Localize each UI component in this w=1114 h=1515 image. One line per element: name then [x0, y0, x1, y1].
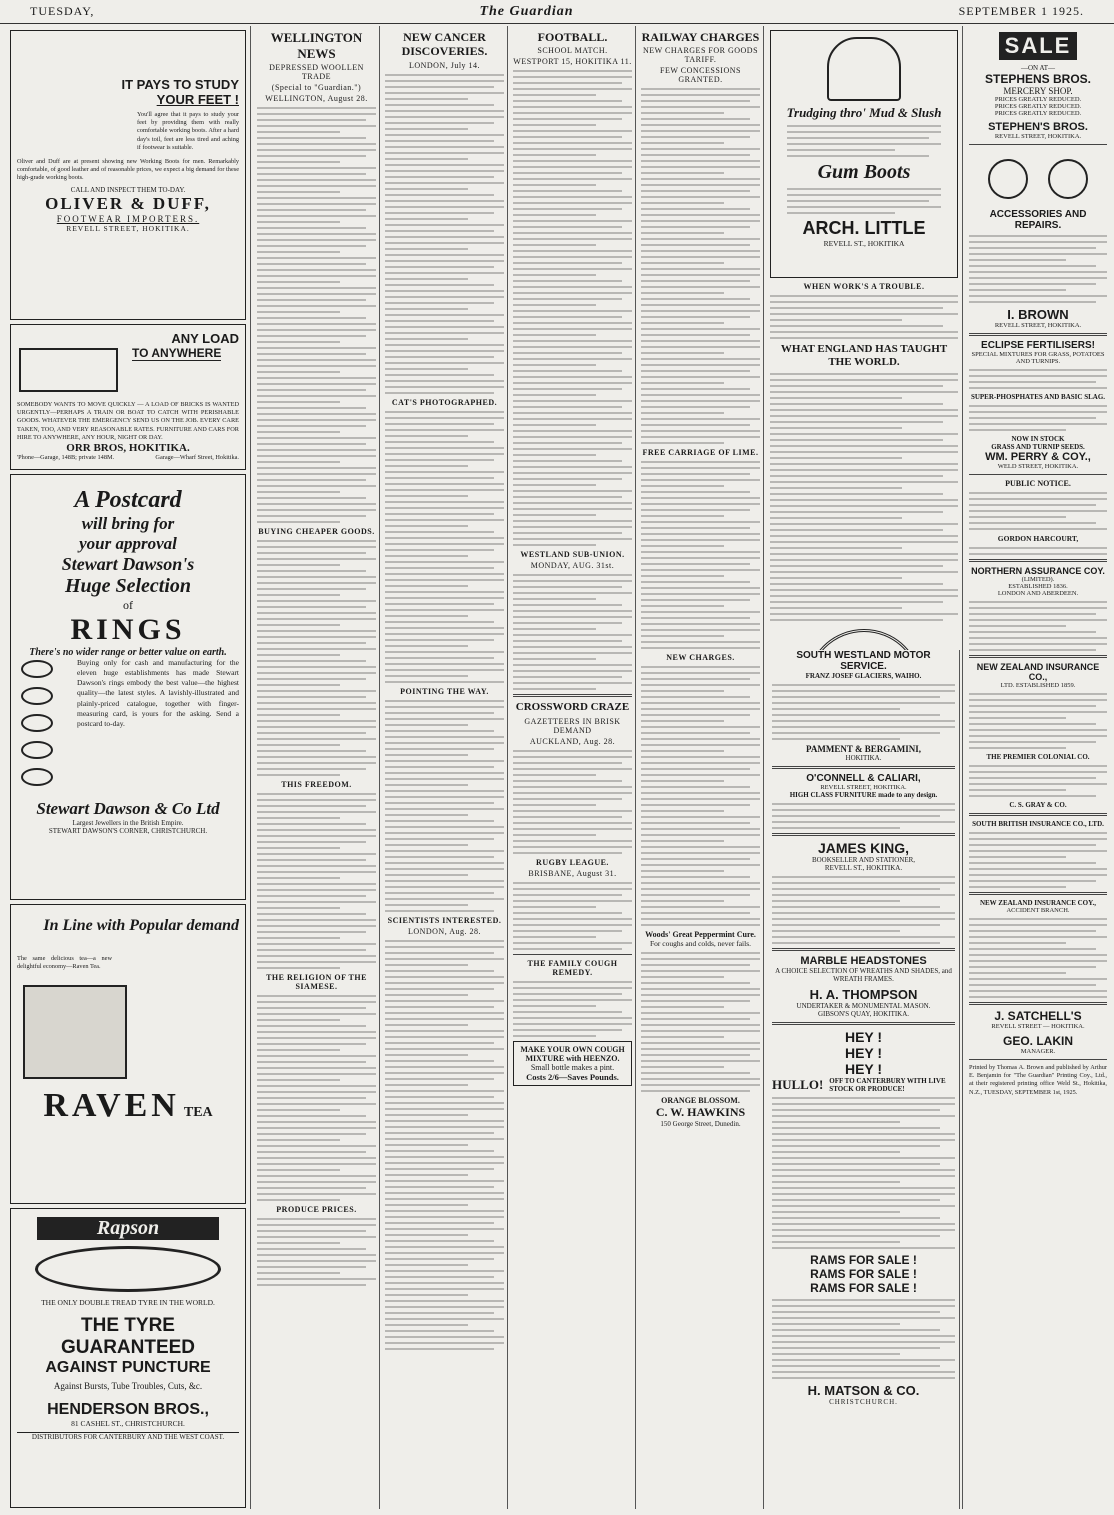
ad-headline: SOUTH WESTLAND MOTOR SERVICE. — [796, 650, 931, 672]
article-headline: WHAT ENGLAND HAS TAUGHT THE WORLD. — [780, 343, 948, 369]
ad-script: In Line with Popular demand — [43, 917, 239, 934]
ad-text: LONDON AND ABERDEEN. — [997, 590, 1079, 597]
ad-text: REVELL STREET, HOKITIKA. — [994, 133, 1082, 140]
ad-body: Oliver and Duff are at present showing new Working Boots for men. Remarkably comfortable, of good leather and of reasonable prices, we expect a big demand for these high-grade working boots. — [17, 157, 239, 182]
ad-foot: STEWART DAWSON'S CORNER, CHRISTCHURCH. — [48, 827, 208, 835]
ad-firm: GEO. LAKIN — [1002, 1034, 1073, 1048]
ad-text: PRICES GREATLY REDUCED. — [994, 96, 1082, 103]
ad-text: HOKITIKA. — [845, 754, 882, 762]
ad-firm: WM. PERRY & COY., — [985, 451, 1091, 463]
ad-firm: JAMES KING, — [817, 840, 909, 856]
article-section: BUYING CHEAPER GOODS. — [258, 527, 375, 537]
article-subhead: SCHOOL MATCH. — [537, 46, 608, 56]
ad-headline: YOUR FEET ! — [156, 92, 239, 107]
article-subhead: NEW CHARGES FOR GOODS TARIFF. — [642, 46, 759, 65]
ad-text: of — [123, 598, 133, 612]
article-section: WESTLAND SUB-UNION. — [520, 550, 625, 560]
article-body — [641, 461, 760, 649]
article-dateline: LONDON, Aug. 28. — [407, 926, 482, 936]
truck-icon — [19, 348, 118, 392]
ad-henderson-tyres — [10, 1208, 246, 1508]
article-headline: WELLINGTON NEWS — [270, 30, 363, 61]
ad-headline: RAMS FOR SALE ! — [810, 1267, 917, 1281]
ad-body: Buying only for cash and manufacturing for the eleven huge establishments has made Stewart Dawson's rings embody the best value—the highest quality—the latest styles. A lavishly-illustrated and plainly-priced catalogue, together with finger-measuring card, is yours for the asking. Send a postcard to-day. — [77, 658, 239, 728]
ad-firm: ORR BROS, HOKITIKA. — [66, 441, 190, 454]
article-body — [513, 981, 632, 1037]
ad-text: will bring for — [81, 514, 175, 533]
ad-firm: STEPHEN'S BROS. — [988, 121, 1088, 133]
ad-firm: H. MATSON & CO. — [807, 1383, 920, 1398]
ad-headline: MARBLE HEADSTONES — [800, 955, 927, 967]
ad-headline: RAMS FOR SALE ! — [810, 1253, 917, 1267]
sale-tag: SALE — [999, 32, 1078, 60]
masthead-date: SEPTEMBER 1 1925. — [958, 4, 1084, 18]
ad-text: WELD STREET, HOKITIKA. — [997, 463, 1079, 470]
article-body — [513, 750, 632, 854]
ad-oliver-duff — [10, 30, 246, 320]
ad-text: Woods' Great Peppermint Cure. — [645, 930, 756, 940]
ad-text: GORDON HARCOURT, — [997, 534, 1079, 543]
article-body — [513, 70, 632, 546]
ad-text: FRANZ JOSEF GLACIERS, WAIHO. — [805, 672, 922, 680]
ad-body: You'll agree that it pays to study your feet by providing them with really comfortable working boots. After a hard day's toil, feet are less tired and aching if footwear is suitable. — [137, 111, 239, 151]
article-subhead: (Special to "Guardian.") — [271, 83, 362, 93]
article-body — [641, 666, 760, 926]
article-body — [257, 995, 376, 1201]
ad-gum-boots — [770, 30, 958, 278]
article-section: FREE CARRIAGE OF LIME. — [642, 448, 759, 458]
ad-foot: DISTRIBUTORS FOR CANTERBURY AND THE WEST COAST. — [17, 1432, 239, 1441]
ad-firm: ARCH. LITTLE — [802, 218, 926, 238]
ad-firm: H. A. THOMPSON — [809, 987, 918, 1002]
ad-text: C. W. HAWKINS — [655, 1105, 746, 1120]
ad-text: PRICES GREATLY REDUCED. — [994, 103, 1082, 110]
column-right-ads — [966, 26, 1110, 1509]
article-dateline: MONDAY, AUG. 31st. — [530, 561, 615, 571]
ad-headline: NEW ZEALAND INSURANCE CO., — [976, 662, 1100, 682]
ad-text: REVELL STREET, HOKITIKA. — [820, 784, 907, 791]
column-services-stack — [768, 650, 960, 1509]
ad-text: MANAGER. — [1020, 1048, 1056, 1055]
imprint: Printed by Thomas A. Brown and published by Arthur E. Benjamin for "The Guardian" Printing Coy., Ltd., at their registered printing office Weld St., Hokitika, N.Z., TUESDAY, SEPTEMBER 1st, 1925. — [969, 1064, 1107, 1096]
article-section: PRODUCE PRICES. — [276, 1205, 357, 1215]
article-body — [641, 952, 760, 1092]
ad-firm: PAMMENT & BERGAMINI, — [806, 744, 921, 754]
ad-rings-title: RINGS — [70, 613, 186, 646]
ad-brand: Rapson — [37, 1217, 219, 1240]
ad-headline: SOUTH BRITISH INSURANCE CO., LTD. — [972, 820, 1104, 828]
article-subhead: FEW CONCESSIONS GRANTED. — [660, 66, 741, 85]
article-section: RUGBY LEAGUE. — [536, 857, 609, 867]
ad-firm: STEPHENS BROS. — [984, 72, 1092, 86]
ad-text: UNDERTAKER & MONUMENTAL MASON. — [796, 1002, 931, 1010]
column-railway-charges — [638, 26, 764, 1509]
article-body — [257, 793, 376, 969]
ad-tag: THE ONLY DOUBLE TREAD TYRE IN THE WORLD. — [41, 1298, 215, 1307]
ad-body: SOMEBODY WANTS TO MOVE QUICKLY — A LOAD OF BRICKS IS WANTED URGENTLY—PERHAPS A TRAIN OR BOAT TO CATCH WITH PERISHABLE GOODS. WHATEVER THE EMERGENCY SEND US ON THE JOB. EVERY CARE TAKEN, TOO, AND VERY REASONABLE RATES. FURNITURE AND CARS FOR HIRE TO ANYWHERE, ANY HOUR, NIGHT OR DAY. — [17, 401, 239, 441]
sale-banner — [969, 32, 1107, 60]
ad-firm: HENDERSON BROS., — [47, 1401, 209, 1418]
ring-illustrations — [17, 658, 77, 793]
ad-address: REVELL STREET, HOKITIKA. — [66, 224, 190, 234]
ad-text: OFF TO CANTERBURY WITH LIVE STOCK OR PRODUCE! — [829, 1077, 946, 1093]
column-ads-left — [6, 26, 251, 1509]
gum-boot-icon — [827, 37, 901, 101]
ad-heenzo — [513, 1041, 632, 1086]
ring-icon — [21, 741, 53, 759]
ad-headline: RAMS FOR SALE ! — [810, 1281, 917, 1295]
ad-phone: 'Phone—Garage, 148B; private 148M. — [17, 453, 115, 461]
ad-body: The same delicious tea—a new delightful economy—Raven Tea. — [17, 955, 112, 971]
ad-raven-tea — [10, 904, 246, 1204]
ad-text: HEY ! — [844, 1061, 883, 1077]
article-body — [513, 574, 632, 690]
ad-text: Trudging thro' Mud & Slush — [786, 105, 942, 120]
article-dateline: AUCKLAND, Aug. 28. — [529, 736, 616, 746]
ad-text: GRASS AND TURNIP SEEDS. — [991, 443, 1085, 451]
ad-text: Gum Boots — [817, 161, 911, 183]
article-headline: RAILWAY CHARGES — [641, 30, 760, 44]
ad-text: HULLO! — [772, 1077, 824, 1092]
article-body — [513, 882, 632, 950]
ad-text: A CHOICE SELECTION OF WREATHS AND SHADES, and WREATH FRAMES. — [775, 967, 952, 983]
ad-headline: ANY LOAD — [171, 331, 239, 346]
bicycle-icon — [969, 149, 1107, 209]
ad-text: CHRISTCHURCH. — [829, 1398, 898, 1406]
ad-text: For coughs and colds, never fails. — [649, 939, 752, 949]
article-body — [257, 540, 376, 776]
ad-cta: CALL AND INSPECT THEM TO-DAY. — [70, 186, 186, 195]
article-body — [641, 88, 760, 444]
ad-trade: FOOTWEAR IMPORTERS. — [56, 214, 200, 225]
ad-text: Against Bursts, Tube Troubles, Cuts, &c. — [53, 1381, 203, 1391]
ad-headline: IT PAYS TO STUDY — [121, 77, 239, 92]
article-section: CAT'S PHOTOGRAPHED. — [391, 397, 498, 407]
ad-text: REVELL STREET — HOKITIKA. — [991, 1023, 1085, 1030]
ad-garage: Garage—Wharf Street, Hokitika. — [155, 453, 239, 461]
article-dateline: WELLINGTON, August 28. — [265, 94, 368, 104]
ad-headline: PUBLIC NOTICE. — [1005, 479, 1071, 488]
ring-icon — [21, 687, 53, 705]
ad-text: HEY ! — [844, 1045, 883, 1061]
ad-text: THE PREMIER COLONIAL CO. — [986, 753, 1090, 761]
article-section: WHEN WORK'S A TROUBLE. — [803, 282, 925, 291]
ad-text: —ON AT— — [1020, 64, 1056, 72]
article-body — [385, 411, 504, 683]
ad-text: C. S. GRAY & CO. — [1009, 801, 1067, 809]
article-dateline: BRISBANE, August 31. — [528, 868, 617, 878]
ad-headline: NORTHERN ASSURANCE COY. — [971, 566, 1105, 576]
article-body — [257, 1218, 376, 1286]
ad-text: THE TYRE — [81, 1315, 175, 1336]
ad-text: A Postcard — [74, 487, 182, 513]
article-body — [257, 107, 376, 523]
article-subhead: DEPRESSED WOOLLEN TRADE — [269, 63, 364, 82]
ad-text: HEY ! — [844, 1029, 883, 1045]
ad-firm: Stewart Dawson & Co Ltd — [36, 799, 220, 818]
column-wellington-news — [254, 26, 380, 1509]
ad-headline: THE FAMILY COUGH REMEDY. — [527, 958, 618, 977]
ad-text: Costs 2/6—Saves Pounds. — [526, 1071, 619, 1082]
masthead — [0, 0, 1114, 24]
masthead-day: TUESDAY, — [30, 4, 95, 18]
ad-text: GIBSON'S QUAY, HOKITIKA. — [817, 1010, 910, 1018]
ad-text: 150 George Street, Dunedin. — [660, 1120, 741, 1129]
ad-text: your approval — [79, 534, 177, 553]
article-body — [385, 74, 504, 394]
ad-firm: I. BROWN — [1007, 307, 1069, 322]
ad-text: AGAINST PUNCTURE — [45, 1359, 211, 1376]
article-section: SCIENTISTS INTERESTED. — [387, 915, 502, 925]
tea-tin-icon — [23, 985, 127, 1079]
ad-text: BOOKSELLER AND STATIONER, — [811, 856, 916, 864]
article-subhead: GAZETTEERS IN BRISK DEMAND — [524, 716, 621, 735]
column-cancer-discoveries — [382, 26, 508, 1509]
ad-text: PRICES GREATLY REDUCED. — [994, 110, 1082, 117]
ad-text: ACCIDENT BRANCH. — [1006, 907, 1070, 914]
tyre-icon — [35, 1246, 221, 1292]
article-dateline: LONDON, July 14. — [408, 60, 481, 70]
ad-text: HIGH CLASS FURNITURE made to any design. — [789, 791, 938, 799]
ad-text: ORANGE BLOSSOM. — [661, 1096, 740, 1106]
ad-text: REVELL STREET, HOKITIKA. — [994, 322, 1082, 329]
ad-text: Small bottle makes a pint. — [530, 1062, 615, 1072]
ad-addr: 81 CASHEL ST., CHRISTCHURCH. — [71, 1419, 185, 1428]
ad-brand-tea: TEA — [183, 1105, 213, 1121]
ad-text: ESTABLISHED 1836. — [1008, 583, 1068, 590]
article-section: THIS FREEDOM. — [281, 780, 352, 790]
ad-text: NOW IN STOCK — [1011, 435, 1065, 443]
ad-headline: NEW ZEALAND INSURANCE COY., — [979, 899, 1097, 907]
ad-headline: ACCESSORIES AND REPAIRS. — [989, 209, 1087, 231]
article-body — [385, 700, 504, 912]
ad-foot: Largest Jewellers in the British Empire. — [72, 819, 184, 827]
article-headline: FOOTBALL. — [537, 30, 608, 44]
ad-headline: TO ANYWHERE — [132, 346, 222, 360]
ring-icon — [21, 660, 53, 678]
ad-text: REVELL ST., HOKITIKA. — [824, 864, 903, 872]
article-body — [385, 940, 504, 1350]
ad-firm: OLIVER & DUFF, — [45, 194, 211, 214]
ad-text: REVELL ST., HOKITIKA — [823, 239, 905, 248]
ring-icon — [21, 714, 53, 732]
ad-brand: RAVEN — [43, 1087, 180, 1125]
ad-text: MERCERY SHOP. — [1003, 86, 1073, 96]
masthead-title: The Guardian — [479, 3, 574, 19]
ring-icon — [21, 768, 53, 786]
article-section: THE RELIGION OF THE SIAMESE. — [266, 973, 367, 992]
article-section: POINTING THE WAY. — [400, 686, 489, 696]
article-section: NEW CHARGES. — [666, 653, 735, 663]
article-dateline: WESTPORT 15, HOKITIKA 11. — [513, 57, 632, 67]
ad-stewart-dawson — [10, 474, 246, 900]
ad-headline: ECLIPSE FERTILISERS! — [981, 340, 1095, 351]
article-headline: CROSSWORD CRAZE — [515, 701, 630, 714]
ad-firm: J. SATCHELL'S — [994, 1009, 1082, 1023]
ad-firm: O'CONNELL & CALIARI, — [806, 773, 921, 784]
ad-text: SUPER-PHOSPHATES AND BASIC SLAG. — [970, 393, 1106, 401]
ad-text: There's no wider range or better value on earth. — [29, 647, 227, 658]
ad-orr-bros — [10, 324, 246, 470]
column-football — [510, 26, 636, 1509]
ad-text: Huge Selection — [64, 575, 192, 597]
ad-text: MAKE YOUR OWN COUGH MIXTURE with HEENZO. — [520, 1044, 625, 1063]
ad-text: GUARANTEED — [60, 1337, 196, 1358]
ad-text: LTD. ESTABLISHED 1859. — [1000, 682, 1076, 689]
ad-text: Stewart Dawson's — [61, 554, 195, 574]
ad-text: (LIMITED). — [1021, 576, 1055, 583]
ad-text: SPECIAL MIXTURES FOR GRASS, POTATOES AND TURNIPS. — [971, 351, 1105, 365]
article-headline: NEW CANCER DISCOVERIES. — [401, 30, 488, 59]
